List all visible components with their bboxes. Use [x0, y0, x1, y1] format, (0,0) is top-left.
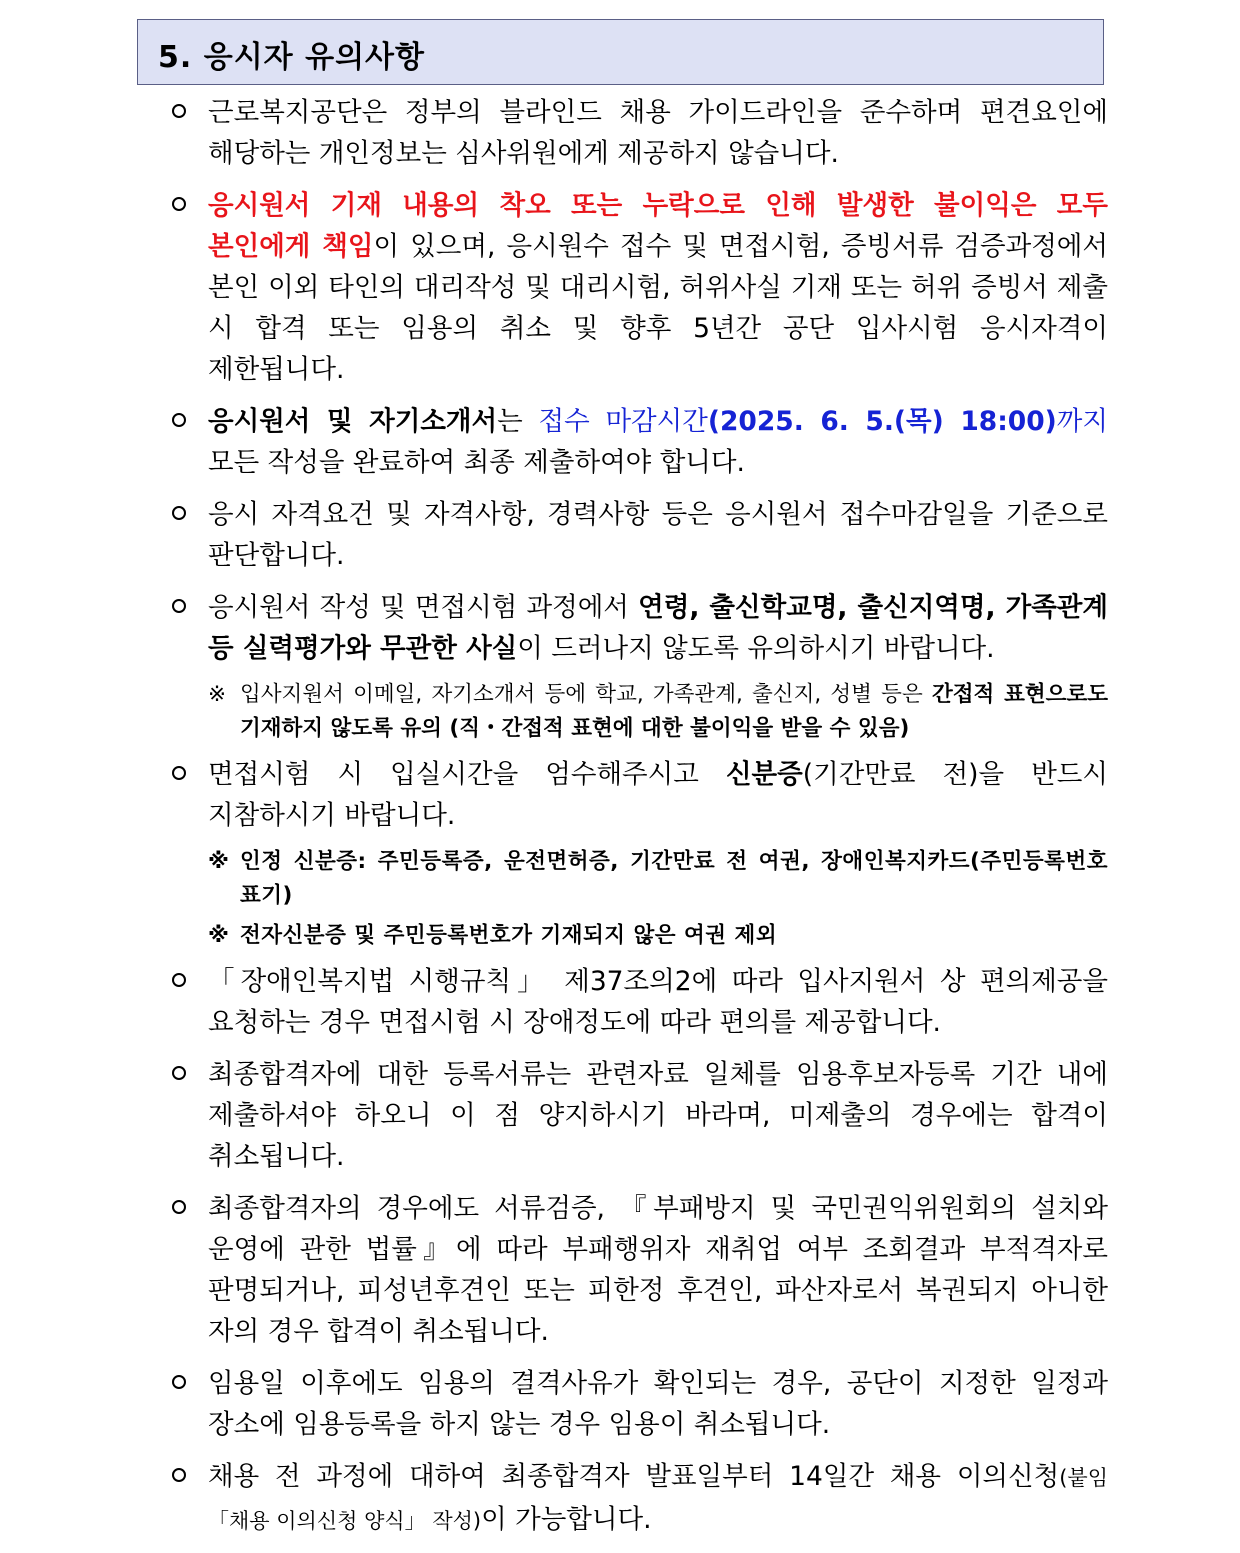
circle-bullet-icon [172, 104, 186, 118]
notice-item-5: 응시원서 작성 및 면접시험 과정에서 연령, 출신학교명, 출신지역명, 가족관계 등 실력평가와 무관한 사실이 드러나지 않도록 유의하시기 바랍니다. [170, 587, 1108, 669]
section-header [137, 19, 1104, 85]
notice-item-8: 최종합격자에 대한 등록서류는 관련자료 일체를 임용후보자등록 기간 내에 제출하셔야 하오니 이 점 양지하시기 바라며, 미제출의 경우에는 합격이 취소됩니다. [170, 1054, 1108, 1177]
circle-bullet-icon [172, 413, 186, 427]
notice-list [170, 92, 1108, 1553]
circle-bullet-icon [172, 1200, 186, 1214]
circle-bullet-icon [172, 766, 186, 780]
responsibility-warning: 응시원서 기재 내용의 착오 또는 누락으로 인해 발생한 불이익은 모두 본인에게 책임 [208, 190, 1108, 262]
notice-item-1: 근로복지공단은 정부의 블라인드 채용 가이드라인을 준수하며 편견요인에 해당하는 개인정보는 심사위원에게 제공하지 않습니다. [170, 92, 1108, 174]
reference-mark-icon: ※ [208, 682, 227, 707]
notice-item-9: 최종합격자의 경우에도 서류검증, 『부패방지 및 국민권익위원회의 설치와 운영에 관한 법률』에 따라 부패행위자 재취업 여부 조회결과 부적격자로 판명되거나, 피성년후견인 또는 피한정 후견인, 파산자로서 복권되지 아니한 자의 경우 합격이 취소됩니다. [170, 1188, 1108, 1352]
notice-item-4: 응시 자격요건 및 자격사항, 경력사항 등은 응시원서 접수마감일을 기준으로 판단합니다. [170, 494, 1108, 576]
circle-bullet-icon [172, 1066, 186, 1080]
note-item-6a: ※ 인정 신분증: 주민등록증, 운전면허증, 기간만료 전 여권, 장애인복지카드(주민등록번호 표기) [170, 845, 1108, 913]
notice-item-7: 「장애인복지법 시행규칙」 제37조의2에 따라 입사지원서 상 편의제공을 요청하는 경우 면접시험 시 장애정도에 따라 편의를 제공합니다. [170, 961, 1108, 1043]
circle-bullet-icon [172, 197, 186, 211]
circle-bullet-icon [172, 1375, 186, 1389]
reference-mark-icon: ※ [208, 923, 230, 948]
deadline-datetime: (2025. 6. 5.(목) 18:00) [707, 406, 1057, 437]
note-item-6b: ※ 전자신분증 및 주민등록번호가 기재되지 않은 여권 제외 [170, 919, 1108, 953]
circle-bullet-icon [172, 599, 186, 613]
notice-item-6: 면접시험 시 입실시간을 엄수해주시고 신분증(기간만료 전)을 반드시 지참하시기 바랍니다. [170, 754, 1108, 836]
notice-item-10: 임용일 이후에도 임용의 결격사유가 확인되는 경우, 공단이 지정한 일정과 장소에 임용등록을 하지 않는 경우 임용이 취소됩니다. [170, 1363, 1108, 1445]
reference-mark-icon: ※ [208, 849, 230, 874]
circle-bullet-icon [172, 973, 186, 987]
circle-bullet-icon [172, 1468, 186, 1482]
notice-item-3: 응시원서 및 자기소개서는 접수 마감시간(2025. 6. 5.(목) 18:00)까지 모든 작성을 완료하여 최종 제출하여야 합니다. [170, 401, 1108, 483]
section-title: 5. 응시자 유의사항 [158, 40, 426, 75]
circle-bullet-icon [172, 506, 186, 520]
note-item-5: ※ 입사지원서 이메일, 자기소개서 등에 학교, 가족관계, 출신지, 성별 등은 간접적 표현으로도 기재하지 않도록 유의 (직・간접적 표현에 대한 불이익을 받을 수 있음) [170, 678, 1108, 746]
notice-item-11: 채용 전 과정에 대하여 최종합격자 발표일부터 14일간 채용 이의신청(붙임 「채용 이의신청 양식」 작성)이 가능합니다. [170, 1456, 1108, 1542]
notice-item-2: 응시원서 기재 내용의 착오 또는 누락으로 인해 발생한 불이익은 모두 본인에게 책임이 있으며, 응시원수 접수 및 면접시험, 증빙서류 검증과정에서 본인 이외 타인의 대리작성 및 대리시험, 허위사실 기재 또는 허위 증빙서 제출 시 합격 또는 임용의 취소 및 향후 5년간 공단 입사시험 응시자격이 제한됩니다. [170, 185, 1108, 390]
